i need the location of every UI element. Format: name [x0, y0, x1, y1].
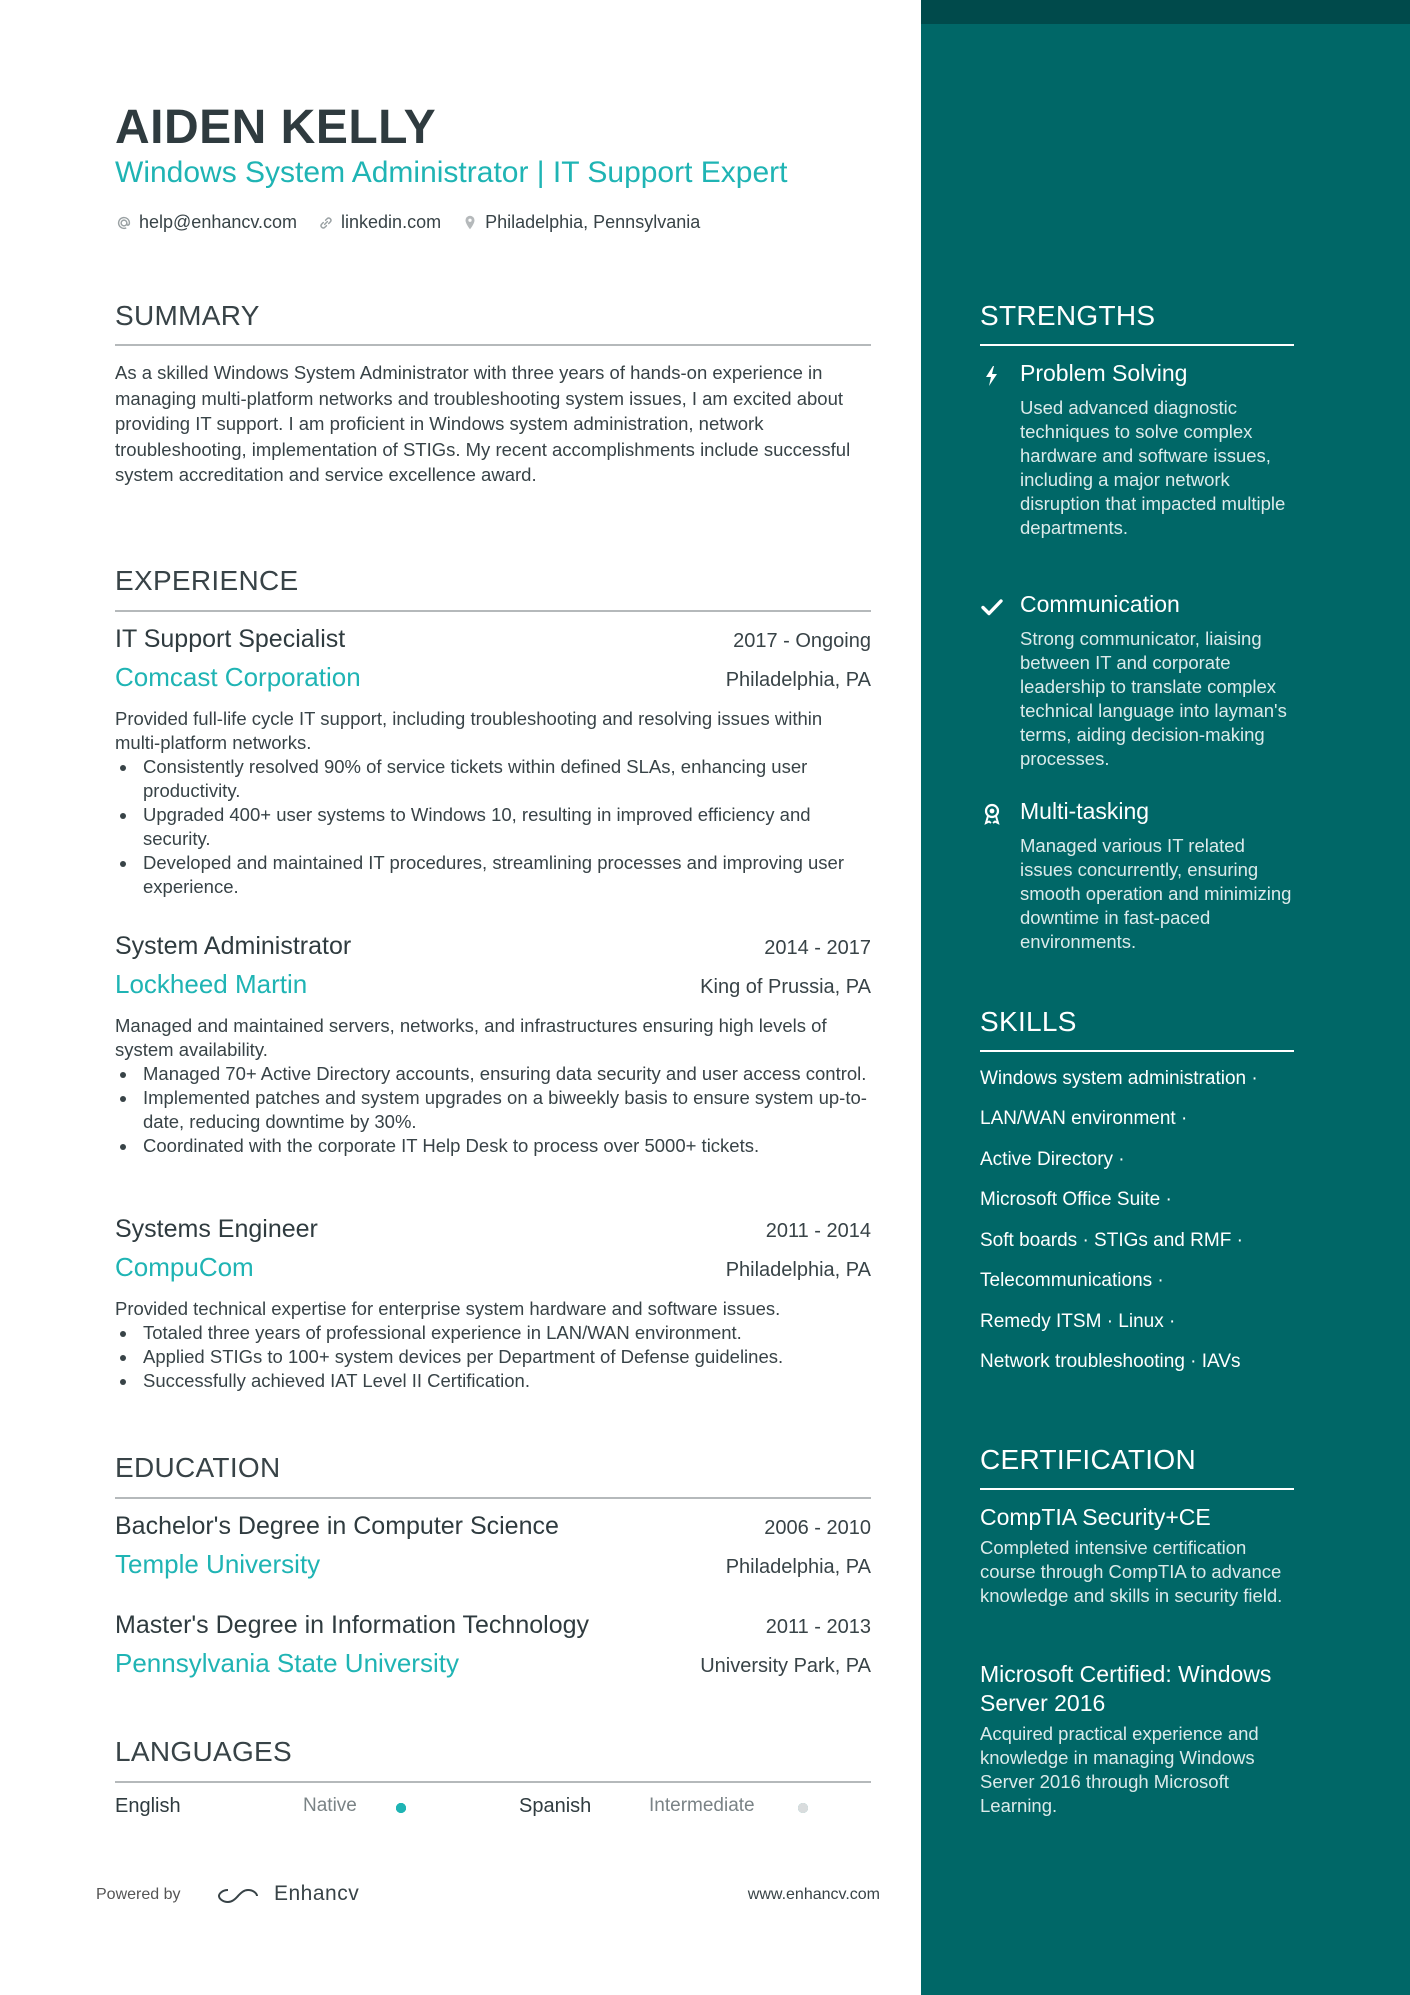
language-name: English	[115, 1795, 181, 1817]
job-role: IT Support Specialist	[115, 625, 346, 653]
skill-line: Windows system administration ·	[980, 1068, 1258, 1089]
language-level: Intermediate	[649, 1795, 755, 1816]
candidate-name: AIDEN KELLY	[115, 101, 437, 154]
job-location: Philadelphia, PA	[725, 1259, 871, 1281]
certification-item	[980, 1503, 1300, 1608]
contact-row	[115, 212, 700, 233]
languages-row	[115, 1795, 871, 1825]
education-date: 2011 - 2013	[765, 1616, 871, 1638]
job-bullet: Consistently resolved 90% of service tickets within defined SLAs, enhancing user productivity.	[115, 755, 871, 803]
contact-location	[461, 212, 700, 233]
job-date: 2017 - Ongoing	[733, 630, 871, 652]
linkedin-text: linkedin.com	[341, 212, 442, 232]
job-bullet: Successfully achieved IAT Level II Certification.	[115, 1369, 871, 1393]
education-location: Philadelphia, PA	[725, 1556, 871, 1578]
job-location: King of Prussia, PA	[700, 976, 871, 998]
education-date: 2006 - 2010	[764, 1517, 871, 1539]
strength-text: Managed various IT related issues concurrently, ensuring smooth operation and minimizing downtime in fast-paced environments.	[1020, 835, 1292, 952]
language-level: Native	[303, 1795, 357, 1816]
summary-text: As a skilled Windows System Administrator with three years of hands-on experience in managing multi-platform networks and troubleshooting system issues, I am excited about providing IT support. I am proficient in Windows system administration, network troubleshooting, implementation of STIGs. My recent accomplishments include successful system accreditation and service excellence award.	[115, 362, 851, 485]
job-bullet: Managed 70+ Active Directory accounts, ensuring data security and user access control.	[115, 1062, 871, 1086]
contact-linkedin[interactable]	[317, 212, 441, 233]
education-location: University Park, PA	[700, 1655, 871, 1677]
language-name: Spanish	[519, 1795, 592, 1817]
strength-title: Problem Solving	[1020, 360, 1188, 386]
strength-title: Multi-tasking	[1020, 798, 1150, 824]
job-bullet: Upgraded 400+ user systems to Windows 10, resulting in improved efficiency and security.	[115, 803, 871, 851]
job-bullet: Implemented patches and system upgrades on a biweekly basis to ensure system up-to-date, reducing downtime by 30%.	[115, 1086, 871, 1134]
certification-text: Acquired practical experience and knowledge in managing Windows Server 2016 through Microsoft Learning.	[980, 1723, 1259, 1816]
languages-divider	[115, 1781, 871, 1783]
job-entry	[115, 625, 871, 899]
enhancv-brand[interactable]: Enhancv	[274, 1882, 360, 1905]
job-description: Provided technical expertise for enterprise system hardware and software issues.	[115, 1298, 781, 1319]
contact-email[interactable]	[115, 212, 297, 233]
school: Temple University	[115, 1549, 321, 1579]
summary-divider	[115, 344, 871, 346]
rating-dot-filled	[396, 1803, 406, 1813]
powered-by-text: Powered by	[96, 1886, 181, 1903]
rating-dot-empty	[798, 1803, 808, 1813]
job-company: Comcast Corporation	[115, 662, 361, 692]
experience-divider	[115, 610, 871, 612]
email-text: help@enhancv.com	[139, 212, 298, 232]
education-entry	[115, 1611, 871, 1679]
certification-title: CompTIA Security+CE	[980, 1504, 1211, 1530]
job-entry	[115, 1215, 871, 1393]
job-description: Provided full-life cycle IT support, including troubleshooting and resolving issues within multi-platform networks.	[115, 708, 823, 753]
education-heading: EDUCATION	[115, 1452, 281, 1483]
location-text: Philadelphia, Pennsylvania	[485, 212, 701, 232]
award-icon	[980, 802, 1004, 826]
summary-heading: SUMMARY	[115, 300, 260, 331]
job-bullet: Applied STIGs to 100+ system devices per Department of Defense guidelines.	[115, 1345, 871, 1369]
strength-text: Used advanced diagnostic techniques to solve complex hardware and software issues, including a major network disruption that impacted multiple departments.	[1020, 397, 1286, 538]
job-bullets	[115, 1062, 871, 1158]
candidate-title: Windows System Administrator | IT Support Expert	[115, 156, 788, 189]
job-bullet: Coordinated with the corporate IT Help Desk to process over 5000+ tickets.	[115, 1134, 871, 1158]
skill-line: Microsoft Office Suite ·	[980, 1189, 1172, 1210]
skill-line: Remedy ITSM · Linux ·	[980, 1311, 1176, 1332]
skill-line: Network troubleshooting · IAVs	[980, 1351, 1241, 1372]
skill-line: Telecommunications ·	[980, 1270, 1164, 1291]
certification-heading: CERTIFICATION	[980, 1444, 1196, 1475]
job-company: Lockheed Martin	[115, 969, 308, 999]
job-bullet: Totaled three years of professional experience in LAN/WAN environment.	[115, 1321, 871, 1345]
job-date: 2011 - 2014	[765, 1220, 871, 1242]
skills-divider	[980, 1050, 1294, 1052]
strengths-divider	[980, 344, 1294, 346]
job-entry	[115, 932, 871, 1158]
languages-heading: LANGUAGES	[115, 1736, 292, 1767]
footer	[96, 1882, 880, 1912]
experience-heading: EXPERIENCE	[115, 565, 299, 596]
education-divider	[115, 1497, 871, 1499]
certification-divider	[980, 1488, 1294, 1490]
enhancv-website[interactable]: www.enhancv.com	[747, 1886, 880, 1903]
certification-text: Completed intensive certification course through CompTIA to advance knowledge and skills in security field.	[980, 1537, 1283, 1606]
job-role: System Administrator	[115, 932, 352, 960]
link-icon	[317, 214, 335, 232]
at-icon	[115, 214, 133, 232]
job-date: 2014 - 2017	[764, 937, 871, 959]
enhancv-logo-icon	[214, 1884, 262, 1908]
certification-title: Microsoft Certified: Windows Server 2016	[980, 1661, 1272, 1716]
education-entry	[115, 1512, 871, 1580]
degree: Bachelor's Degree in Computer Science	[115, 1512, 559, 1540]
job-location: Philadelphia, PA	[725, 669, 871, 691]
job-bullets	[115, 755, 871, 899]
lightning-icon	[980, 364, 1004, 388]
skill-line: LAN/WAN environment ·	[980, 1108, 1188, 1129]
skills-heading: SKILLS	[980, 1006, 1077, 1037]
certification-item	[980, 1660, 1300, 1818]
school: Pennsylvania State University	[115, 1648, 459, 1678]
check-icon	[980, 595, 1004, 619]
skill-line: Soft boards · STIGs and RMF ·	[980, 1230, 1243, 1251]
skill-line: Active Directory ·	[980, 1149, 1125, 1170]
location-pin-icon	[461, 214, 479, 232]
job-company: CompuCom	[115, 1252, 254, 1282]
job-bullets	[115, 1321, 871, 1393]
sidebar-top-band	[921, 0, 1410, 24]
job-bullet: Developed and maintained IT procedures, streamlining processes and improving user experience.	[115, 851, 871, 899]
job-role: Systems Engineer	[115, 1215, 318, 1243]
job-description: Managed and maintained servers, networks, and infrastructures ensuring high levels of system availability.	[115, 1015, 827, 1060]
strengths-heading: STRENGTHS	[980, 300, 1156, 331]
strength-text: Strong communicator, liaising between IT and corporate leadership to translate complex technical language into layman's terms, aiding decision-making processes.	[1020, 628, 1287, 769]
strength-title: Communication	[1020, 591, 1180, 617]
degree: Master's Degree in Information Technology	[115, 1611, 589, 1639]
